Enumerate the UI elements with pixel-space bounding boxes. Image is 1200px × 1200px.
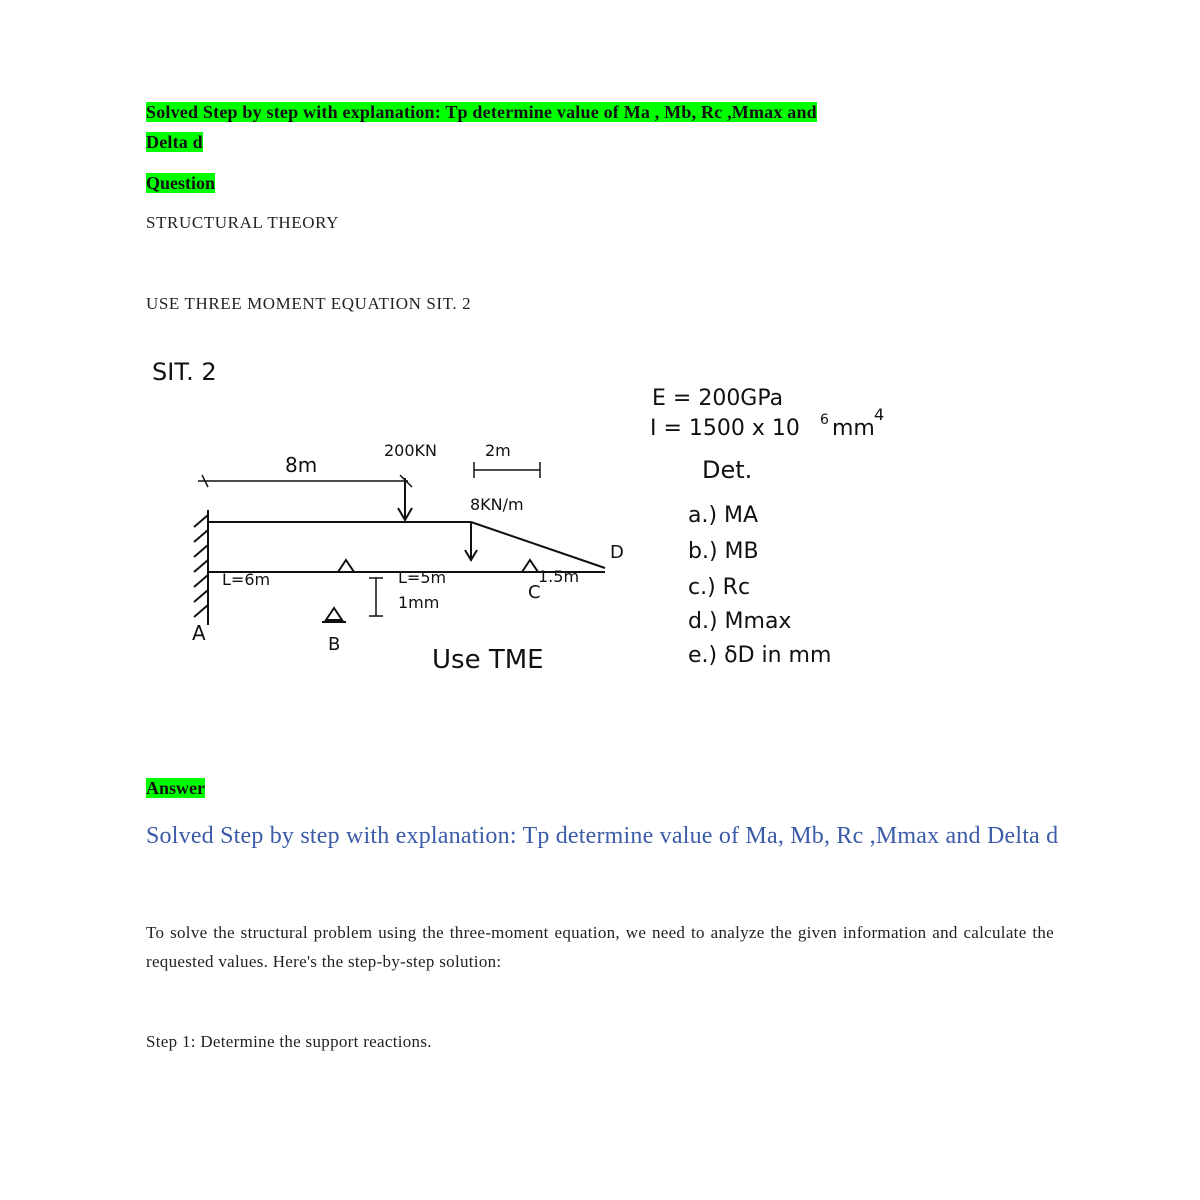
sit-label: SIT. 2: [152, 358, 217, 386]
page-title-line-2: Delta d: [146, 132, 203, 152]
use-tme-label: Use TME: [432, 645, 544, 675]
fixed-support-a: [194, 510, 208, 625]
det-item-b: b.) MB: [688, 539, 759, 564]
span-bc-label: L=5m: [398, 568, 447, 587]
point-load-label: 200KN: [384, 441, 437, 460]
node-c-label: C: [528, 582, 541, 603]
node-b-label: B: [328, 634, 341, 655]
support-c: [522, 560, 538, 572]
answer-title: Solved Step by step with explanation: Tp determine value of Ma, Mb, Rc ,Mmax and Delta d: [146, 823, 1059, 849]
e-value: E = 200GPa: [652, 386, 784, 411]
i-exponent: 6: [820, 412, 829, 428]
distributed-load: [208, 522, 605, 568]
step-1-text: Step 1: Determine the support reactions.: [146, 1032, 432, 1051]
node-a-label: A: [192, 621, 206, 645]
det-item-d: d.) Mmax: [688, 609, 792, 634]
node-d-label: D: [610, 542, 624, 563]
dim-8m-label: 8m: [285, 453, 318, 477]
i-unit: mm: [832, 416, 875, 441]
settlement-marker: [369, 578, 383, 616]
question-label: Question: [146, 173, 216, 193]
answer-label: Answer: [146, 778, 205, 798]
distributed-load-label: 8KN/m: [470, 495, 524, 514]
det-item-c: c.) Rc: [688, 575, 751, 600]
det-item-a: a.) MA: [688, 503, 759, 528]
support-b: [322, 560, 354, 622]
i-unit-exponent: 4: [874, 405, 885, 424]
page-title-line-1: Solved Step by step with explanation: Tp determine value of Ma , Mb, Rc ,Mmax and: [146, 102, 817, 122]
i-value: I = 1500 x 10: [650, 416, 800, 441]
det-label: Det.: [702, 456, 753, 484]
det-item-e: e.) δD in mm: [688, 643, 832, 668]
beam-diagram: [140, 350, 940, 690]
subject-text: STRUCTURAL THEORY: [146, 213, 339, 232]
overhang-label: 1.5m: [538, 567, 580, 586]
settlement-label: 1mm: [398, 593, 440, 612]
dim-2m-label: 2m: [485, 441, 511, 460]
span-ab-label: L=6m: [222, 570, 271, 589]
dim-2m-line: [474, 462, 540, 478]
instruction-text: USE THREE MOMENT EQUATION SIT. 2: [146, 294, 472, 313]
answer-intro: To solve the structural problem using the three-moment equation, we need to analyze the given information and calculate the requested values. Here's the step-by-step solution:: [146, 923, 1054, 971]
